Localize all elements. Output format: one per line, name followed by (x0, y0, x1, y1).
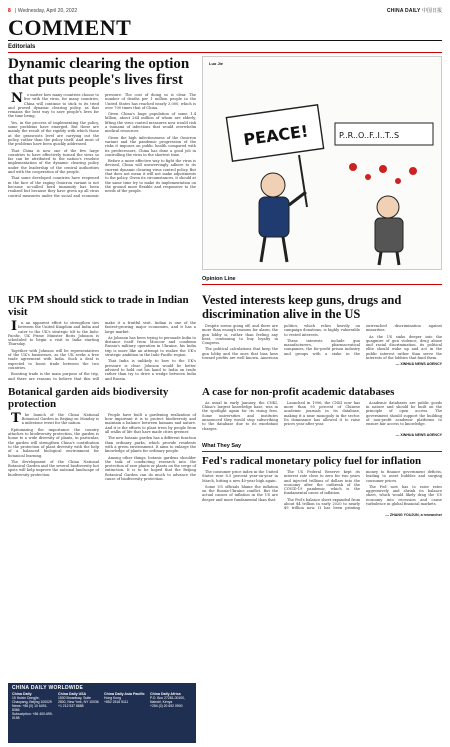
lead-paragraph: That China is now one of the few large countries to have effectively turned the virus so far can be attributed to the nation's resolute implementation of the dynamic clearing policy under the leadership of the central authorities and with the cooperation of the people. (8, 148, 99, 175)
lead-paragraph: Given the high infectiousness of the Omicron variant and the pandemic progression of the risks it imposes on public health compared with its predecessors, China has done a good job in controlling the virus in the shortest time. (105, 135, 196, 157)
fed-paragraph: The Fed now has to raise rates aggressively and shrink its balance sheet, which would likely drag the US economy into recession and cause turbulence in global financial markets. (366, 484, 442, 507)
botanical-paragraph: Epitomizing the importance the country attaches to biodiversity protection, the garden is home to a wide diversity of plants, in particular, the garden will strengthen China's contribution to the protection of plant diversity with the help of a balanced biological environment for botanical learning. (8, 427, 99, 458)
editorials-label: Editorials (8, 44, 36, 50)
office-line: Hong Kong (104, 696, 121, 700)
office-block (104, 692, 146, 720)
office-name: China Daily (12, 692, 32, 696)
fed-body (202, 470, 442, 511)
office-name: China Daily Asia Pacific (104, 692, 145, 696)
opinion-divider (202, 284, 442, 285)
academic-paragraph: As usual in early January, the CNKI, China's largest knowledge base, was in the spotlight again for its rising fees. Some universities and institutes announced they would stop subscribing to the database due to its exorbitant charges. (202, 400, 278, 431)
office-name: China Daily USA (58, 692, 87, 696)
uk-headline: UK PM should stick to trade in Indian visit (8, 294, 189, 318)
uk-editorial (8, 294, 196, 382)
office-line: +254 (0) 20 692 0900 (150, 704, 183, 708)
paper-name-cn: 中国日报 (421, 8, 442, 14)
fed-author: — ZHANG YOUJUN, a researcher (385, 512, 442, 517)
lead-paragraph: Given China's huge population of some 1.4 billion, about 264 million of whom are elderly, lifting the virus control measures now would risk a tsunami of infections that would overwhelm medical resources. (105, 112, 196, 134)
right-lower-column (202, 386, 442, 517)
fed-paragraph: Some US officials blame the inflation on the Russia-Ukraine conflict. But the actual causes of inflation in the US are deeper and more fundamental than that. (202, 484, 278, 502)
cartoon-tag-text: P..R..O..F..I..T..S (339, 131, 400, 140)
lead-paragraph: No matter how many countries choose to live with the virus, for many countries, China will continue to stick to its tried and proved dynamic clearing policy, as that remains the best way to save people's lives for the time being. (8, 91, 99, 119)
fed-paragraph: The US Federal Reserve kept its interest rate close to zero for two years and injected trillions of dollars into the economy after the outbreak of the COVID-19 pandemic, which is the fundamental cause of inflation. (284, 469, 360, 496)
lead-body (8, 93, 196, 198)
office-block (12, 692, 54, 720)
what-they-say-label: What They Say (202, 442, 242, 449)
gun-paragraph: Despite sirens going off, and there are more than enough reasons for alarm, the gun lobby is, rather than feeling any heat, continuing to buy loyalty in Congress. (202, 324, 278, 346)
gun-paragraph: As the US sinks deeper into the quagmire of gun violence, drug abuse and racial discrimination, its political elite should wake up and act in the public interest rather than serve the interests of the lobbies that fund them. (366, 334, 442, 361)
footer-offices (12, 692, 192, 720)
academic-paragraph: Academic databases are public goods in nature and should be built on the principle of open access. The government should support the building of non-profit academic platforms to ensure fair access to knowledge. (366, 400, 442, 427)
page-topbar (8, 6, 442, 15)
uk-paragraph: Together with Johnson will be representatives of the UK's businesses, as the UK seeks a free trade agreement with India. Such a deal is expected to boost trade between the two countries. (8, 348, 99, 370)
office-line: 15 Huixin Dongjie, Chaoyang, Beijing 100029 (12, 696, 52, 704)
masthead (8, 15, 442, 41)
botanical-body (8, 410, 197, 482)
academic-author: — XINHUA NEWS AGENCY (395, 432, 442, 437)
botanical-paragraph: People have built a gardening realization of how important it is to protect biodiversity and maintain a balance between humans and nature. And it is the efforts to plant trees by people from all walks of life that have made cities greener. (105, 412, 196, 435)
botanical-paragraph: The development of the China National Botanical Garden and the several biodiversity hot spots will help improve the national landscape of biodiversity protection. (8, 459, 99, 477)
lead-paragraph: That some developed countries have reopened in the face of the raging Omicron variant is not because so-called herd immunity has been realized but because they have given up all virus control measures under the social and economic pressure. The cost of doing so is clear. The number of deaths per 1 million people in the United States has reached nearly 3,000, which is over 700 times that of China. (8, 93, 196, 198)
botanical-paragraph: The new botanic garden has a different function than ordinary parks, which provide residents with a green environment. It aims to enlarge the knowledge of plants for ordinary people. (105, 436, 197, 454)
botanical-editorial (8, 386, 196, 517)
lead-editorial (8, 56, 196, 292)
footer-title: CHINA DAILY WORLDWIDE (12, 685, 84, 691)
cartoon-illustration (203, 57, 441, 269)
gun-paragraph: The political calculations that keep the gun lobby and the ones that bias laws toward profits are well known. American politics, which relies heavily on campaign donations, is highly vulnerable to vested interests. (202, 324, 360, 361)
lead-paragraph: Yes, in the process of implementing the policy, some problems have emerged. But these are mainly the result of the rigidity with which those at the grassroots level are carrying out the policy, rather than the policy itself. And most of the problems have been quickly addressed. (8, 120, 99, 147)
cartoon-artist: Luo Jie (209, 61, 224, 66)
botanical-paragraph: The launch of the China National Botanical Garden in Beijing on Monday is a milestone event for the nation. (11, 410, 99, 426)
fed-paragraph: The Fed's balance sheet expanded from about $4 trillion in early 2020 to nearly $9 trillion now. It has been printing money to finance government deficits, leading to asset bubbles and surging consumer prices. (284, 469, 442, 511)
section-divider (8, 52, 442, 53)
section-title: COMMENT (8, 15, 132, 40)
page-info (8, 8, 77, 14)
paper-name-block (387, 7, 442, 14)
gun-body (202, 324, 442, 360)
botanical-headline: Botanical garden aids biodiversity protection (8, 385, 169, 410)
academic-paragraph: Launched in 1996, the CNKI now has more than 95 percent of Chinese academic journals in its database, making it a near monopoly in the sector. Its dominance has allowed it to raise prices year after year. (284, 400, 360, 427)
office-block (150, 692, 192, 720)
paper-name: CHINA DAILY (386, 8, 421, 14)
office-line: +852 2518 5111 (104, 700, 129, 704)
botanical-paragraph: Among other things, botanic gardens shoulder the task of conducting research into the protection of rare plants or plants on the verge of extinction. It is to be hoped that the Beijing Botanical Garden can do much to advance the cause of biodiversity protection. (105, 455, 196, 482)
gun-paragraph: These interests include gun manufacturers, pharmaceutical companies, the for-profit prison industry and groups with a stake in the entrenched discrimination against minorities. (284, 324, 442, 356)
top-row (8, 56, 442, 292)
office-line: P.O. Box 27281-00100, Nairobi, Kenya (150, 696, 185, 704)
issue-date: | Wednesday, April 20, 2022 (15, 7, 78, 14)
fed-headline: Fed's radical monetary policy fuel for inflation (202, 454, 422, 467)
what-they-say-divider (202, 451, 442, 452)
opinion-line-label: Opinion Line (202, 276, 236, 282)
office-block (58, 692, 100, 720)
uk-paragraph: Boosting trade is the main purpose of the trip, and there are reasons to believe that this will make it a fruitful visit. Indian is one of the fastest-growing major economies, and it has a large market. (8, 321, 196, 381)
worldwide-footer (8, 683, 196, 743)
lead-headline: Dynamic clearing the option that puts people's lives first (8, 56, 190, 88)
gun-opinion (202, 294, 442, 382)
lead-paragraph: Before a more effective way to fight the virus is devised, China will unswervingly adhere to its current dynamic clearing virus control policy. But that does not mean it will not make adjustments to the policy. Given its circumstances, it should at the same time try to make its implementation on the ground more flexible and responsive to the needs of the people. (105, 159, 196, 194)
office-line: Subscription: +86 400-699-0158 (12, 712, 53, 720)
academic-headline: A case for non-profit academic databases (202, 385, 395, 398)
uk-paragraph: That India is unlikely to bow to the UK's pressure is clear. Johnson would be better advised to hold out his hand to India on trade rather than try to drive a wedge between India and Russia. (105, 359, 196, 381)
academic-body (202, 401, 442, 431)
uk-paragraph: In an apparent effort to strengthen ties between the United Kingdom and India and cater to the UK's strategic tilt to the Indo-Pacific, UK Prime Minister Boris Johnson is scheduled to begin a visit to India starting Thursday. (8, 319, 99, 347)
gun-author: — XINHUA NEWS AGENCY (395, 362, 442, 367)
fed-paragraph: The consumer price index in the United States rose 8.5 percent year-on-year in March, hitting a new 40-year high again. (202, 469, 278, 483)
uk-body (8, 321, 196, 382)
lower-row (8, 386, 442, 517)
uk-paragraph: As Johnson has been trying to persuade India to distance itself from Moscow and condemn Russia's military operation in Ukraine, his India trip is more like an attempt to realize the UK's strategic ambition in the Indo-Pacific region. (105, 335, 196, 358)
office-line: News: +86 (0) 10 6491-8366 (12, 704, 48, 712)
office-line: 1500 Broadway, Suite 2800, New York, NY 10036 (58, 696, 99, 704)
office-name: China Daily Africa (150, 692, 181, 696)
page-number: 8 (8, 7, 11, 14)
cartoon-column (202, 56, 442, 292)
gun-headline: Vested interests keep guns, drugs and discrimination alive in the US (202, 293, 402, 321)
editorial-cartoon (202, 56, 442, 270)
middle-row (8, 294, 442, 382)
cartoon-sign-text: PEACE! (242, 121, 310, 150)
office-line: +1 212 537 8888 (58, 704, 84, 708)
